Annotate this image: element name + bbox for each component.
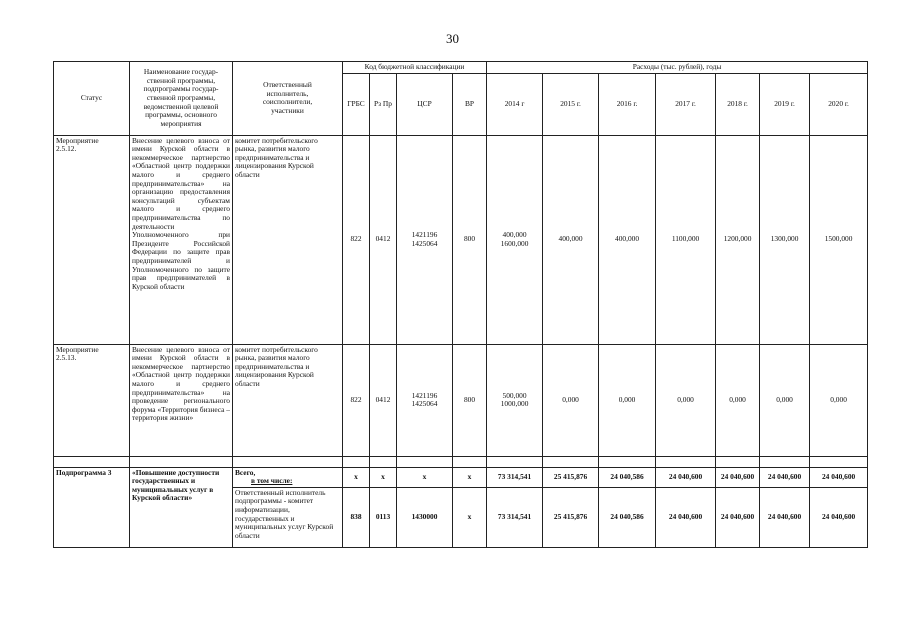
row-value: 0,000 bbox=[716, 344, 760, 456]
row-value: 0,000 bbox=[599, 344, 656, 456]
exec-csr: 1430000 bbox=[397, 487, 453, 547]
row-value: 0,000 bbox=[760, 344, 810, 456]
subprogram-total-row bbox=[54, 467, 868, 487]
exec-rzpr: 0113 bbox=[370, 487, 397, 547]
table-row bbox=[54, 344, 868, 456]
row-value: 400,000 bbox=[543, 135, 599, 344]
header-executor: Ответственный исполнитель, соисполнители, участники bbox=[233, 62, 343, 136]
header-grbs: ГРБС bbox=[343, 73, 370, 135]
row-value: 0,000 bbox=[656, 344, 716, 456]
exec-value: 25 415,876 bbox=[543, 487, 599, 547]
exec-value: 24 040,586 bbox=[599, 487, 656, 547]
row-vr: 800 bbox=[453, 135, 487, 344]
row-executor: комитет потребительского рынка, развития малого предпринимательства и лицензирования Курской области bbox=[233, 344, 343, 456]
total-value: 24 040,600 bbox=[810, 467, 868, 487]
header-year: 2018 г. bbox=[716, 73, 760, 135]
table-row bbox=[54, 135, 868, 344]
including-label: в том числе: bbox=[251, 476, 293, 486]
total-value: 24 040,600 bbox=[716, 467, 760, 487]
total-label: Всего, bbox=[235, 467, 256, 477]
total-value: 24 040,600 bbox=[760, 467, 810, 487]
row-executor: комитет потребительского рынка, развития малого предпринимательства и лицензирования Курской области bbox=[233, 135, 343, 344]
total-rzpr: x bbox=[370, 467, 397, 487]
header-year: 2015 г. bbox=[543, 73, 599, 135]
row-value: 400,000 1600,000 bbox=[487, 135, 543, 344]
row-value: 0,000 bbox=[543, 344, 599, 456]
total-vr: x bbox=[453, 467, 487, 487]
exec-vr: x bbox=[453, 487, 487, 547]
subprogram-name: «Повышение доступности государственных и муниципальных услуг в Курской области» bbox=[130, 467, 233, 547]
budget-table bbox=[53, 61, 868, 548]
header-year: 2014 г bbox=[487, 73, 543, 135]
header-year: 2016 г. bbox=[599, 73, 656, 135]
row-value: 400,000 bbox=[599, 135, 656, 344]
row-value: 1300,000 bbox=[760, 135, 810, 344]
row-value: 1200,000 bbox=[716, 135, 760, 344]
row-name: Внесение целевого взноса от имени Курской области в некоммерческое партнерство «Областной центр поддержки малого и среднего предпринимательства» на организацию предоставления консультаций субъектам малого и среднего предпринимательства по деятельности Уполномоченного при Президенте Российской Федерации по защите прав предпринимателей и Уполномоченного по защите прав предпринимателей в Курской области bbox=[130, 135, 233, 344]
header-csr: ЦСР bbox=[397, 73, 453, 135]
header-year: 2017 г. bbox=[656, 73, 716, 135]
subprogram-executor: Ответственный исполнитель подпрограммы - комитет информатизации, государственных и муниципальных услуг Курской области bbox=[233, 487, 343, 547]
header-expenses: Расходы (тыс. рублей), годы bbox=[487, 62, 868, 74]
subprogram-total-label bbox=[233, 467, 343, 487]
row-csr: 1421196 1425064 bbox=[397, 135, 453, 344]
exec-grbs: 838 bbox=[343, 487, 370, 547]
row-rzpr: 0412 bbox=[370, 135, 397, 344]
row-status: Мероприятие 2.5.13. bbox=[54, 344, 130, 456]
row-value: 0,000 bbox=[810, 344, 868, 456]
row-grbs: 822 bbox=[343, 344, 370, 456]
row-grbs: 822 bbox=[343, 135, 370, 344]
row-vr: 800 bbox=[453, 344, 487, 456]
exec-value: 24 040,600 bbox=[656, 487, 716, 547]
row-value: 1500,000 bbox=[810, 135, 868, 344]
row-rzpr: 0412 bbox=[370, 344, 397, 456]
header-status: Статус bbox=[54, 62, 130, 136]
exec-value: 24 040,600 bbox=[810, 487, 868, 547]
row-value: 1100,000 bbox=[656, 135, 716, 344]
header-rzpr: Рз Пр bbox=[370, 73, 397, 135]
total-grbs: x bbox=[343, 467, 370, 487]
header-program-name: Наименование государ- ственной программы, подпрограммы государ- ственной программы, ведомственной целевой программы, основного мероприятия bbox=[130, 62, 233, 136]
spacer-row bbox=[54, 456, 868, 467]
total-csr: x bbox=[397, 467, 453, 487]
row-csr: 1421196 1425064 bbox=[397, 344, 453, 456]
page-number: 30 bbox=[446, 31, 459, 46]
header-vr: ВР bbox=[453, 73, 487, 135]
header-budget-code: Код бюджетной классификации bbox=[343, 62, 487, 74]
exec-value: 73 314,541 bbox=[487, 487, 543, 547]
row-value: 500,000 1000,000 bbox=[487, 344, 543, 456]
row-status: Мероприятие 2.5.12. bbox=[54, 135, 130, 344]
row-name: Внесение целевого взноса от имени Курской области в некоммерческое партнерство «Областной центр поддержки малого и среднего предпринимательства» на проведение регионального форума «Территория бизнеса – территория жизни» bbox=[130, 344, 233, 456]
exec-value: 24 040,600 bbox=[716, 487, 760, 547]
header-year: 2019 г. bbox=[760, 73, 810, 135]
total-value: 25 415,876 bbox=[543, 467, 599, 487]
total-value: 73 314,541 bbox=[487, 467, 543, 487]
total-value: 24 040,600 bbox=[656, 467, 716, 487]
header-year: 2020 г. bbox=[810, 73, 868, 135]
exec-value: 24 040,600 bbox=[760, 487, 810, 547]
subprogram-status: Подпрограмма 3 bbox=[54, 467, 130, 547]
total-value: 24 040,586 bbox=[599, 467, 656, 487]
